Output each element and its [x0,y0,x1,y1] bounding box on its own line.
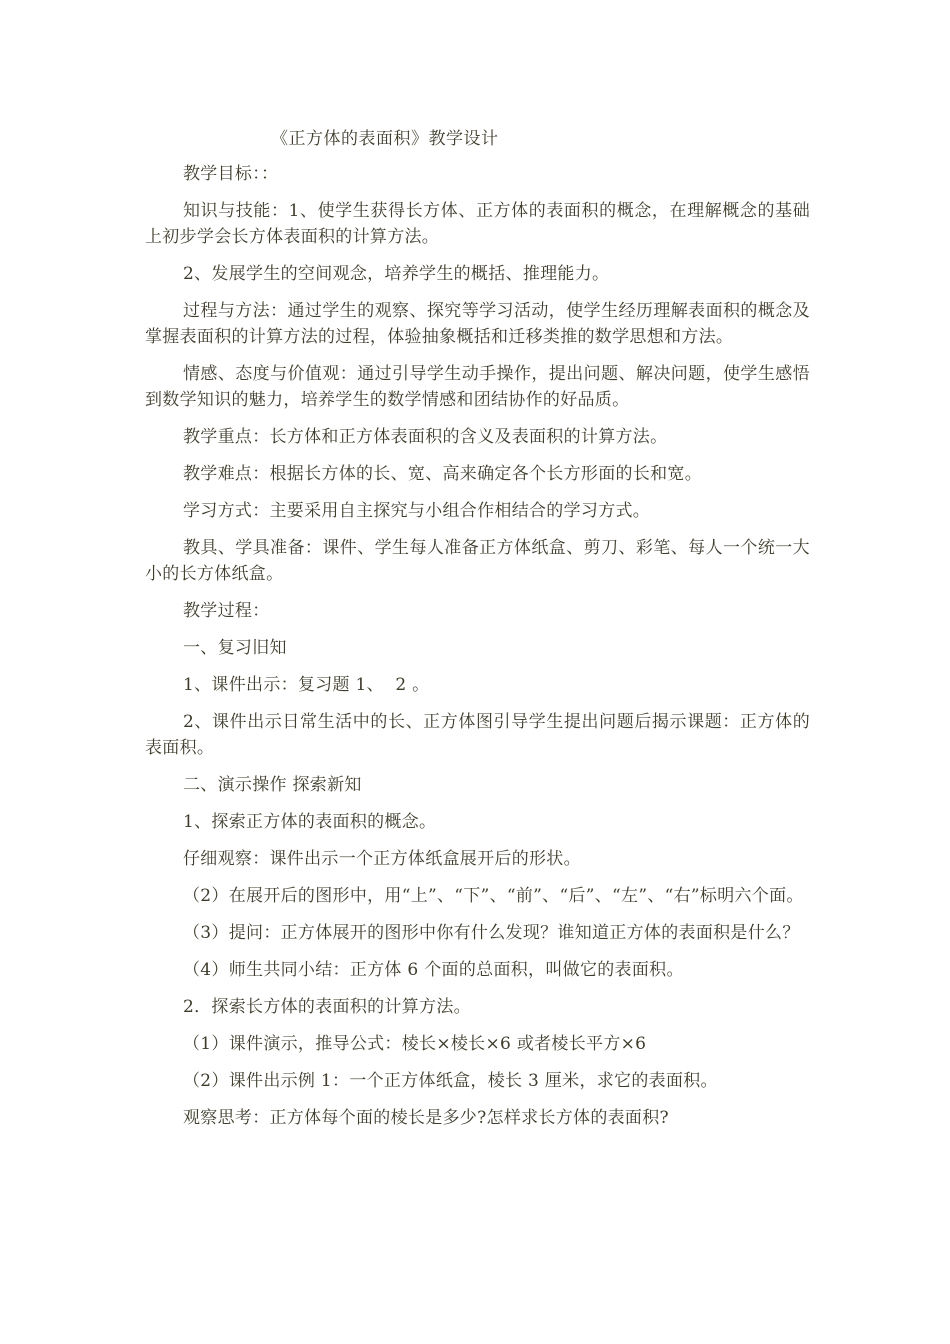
paragraph: （1）课件演示，推导公式：棱长×棱长×6 或者棱长平方×6 [183,1034,647,1054]
paragraph: 1、课件出示：复习题 1、 2 。 [183,675,430,695]
paragraph: 教学重点：长方体和正方体表面积的含义及表面积的计算方法。 [183,427,668,447]
paragraph: 过程与方法：通过学生的观察、探究等学习活动，使学生经历理解表面积的概念及掌握表面积的计算方法的过程，体验抽象概括和迁移类推的数学思想和方法。 [145,301,810,347]
paragraph: （4）师生共同小结：正方体 6 个面的总面积，叫做它的表面积。 [183,960,684,980]
paragraph: 2．探索长方体的表面积的计算方法。 [183,997,471,1017]
paragraph: 教学过程： [183,601,270,621]
paragraph: （3）提问：正方体展开的图形中你有什么发现？谁知道正方体的表面积是什么？ [183,923,800,943]
paragraph: 1、探索正方体的表面积的概念。 [183,812,437,832]
paragraph: （2）课件出示例 1：一个正方体纸盒，棱长 3 厘米，求它的表面积。 [183,1071,718,1091]
paragraph: 2、发展学生的空间观念，培养学生的概括、推理能力。 [183,264,610,284]
document-title: 《正方体的表面积》教学设计 [271,129,499,149]
paragraph: 一、复习旧知 [183,638,287,658]
paragraph: （2）在展开后的图形中，用“上”、“下”、“前”、“后”、“左”、“右”标明六个面。 [183,886,804,906]
document-body [145,161,810,1142]
paragraph: 教学目标：： [183,164,279,184]
paragraph: 知识与技能：1、使学生获得长方体、正方体的表面积的概念，在理解概念的基础上初步学会长方体表面积的计算方法。 [145,201,810,247]
paragraph: 学习方式：主要采用自主探究与小组合作相结合的学习方式。 [183,501,651,521]
paragraph: 情感、态度与价值观：通过引导学生动手操作，提出问题、解决问题，使学生感悟到数学知识的魅力，培养学生的数学情感和团结协作的好品质。 [145,364,810,410]
paragraph: 观察思考：正方体每个面的棱长是多少?怎样求长方体的表面积? [183,1108,669,1128]
paragraph: 仔细观察：课件出示一个正方体纸盒展开后的形状。 [183,849,581,869]
paragraph: 教具、学具准备：课件、学生每人准备正方体纸盒、剪刀、彩笔、每人一个统一大小的长方体纸盒。 [145,538,810,584]
paragraph: 二、演示操作 探索新知 [183,775,362,795]
paragraph: 教学难点：根据长方体的长、宽、高来确定各个长方形面的长和宽。 [183,464,702,484]
paragraph: 2、课件出示日常生活中的长、正方体图引导学生提出问题后揭示课题：正方体的表面积。 [145,712,810,758]
